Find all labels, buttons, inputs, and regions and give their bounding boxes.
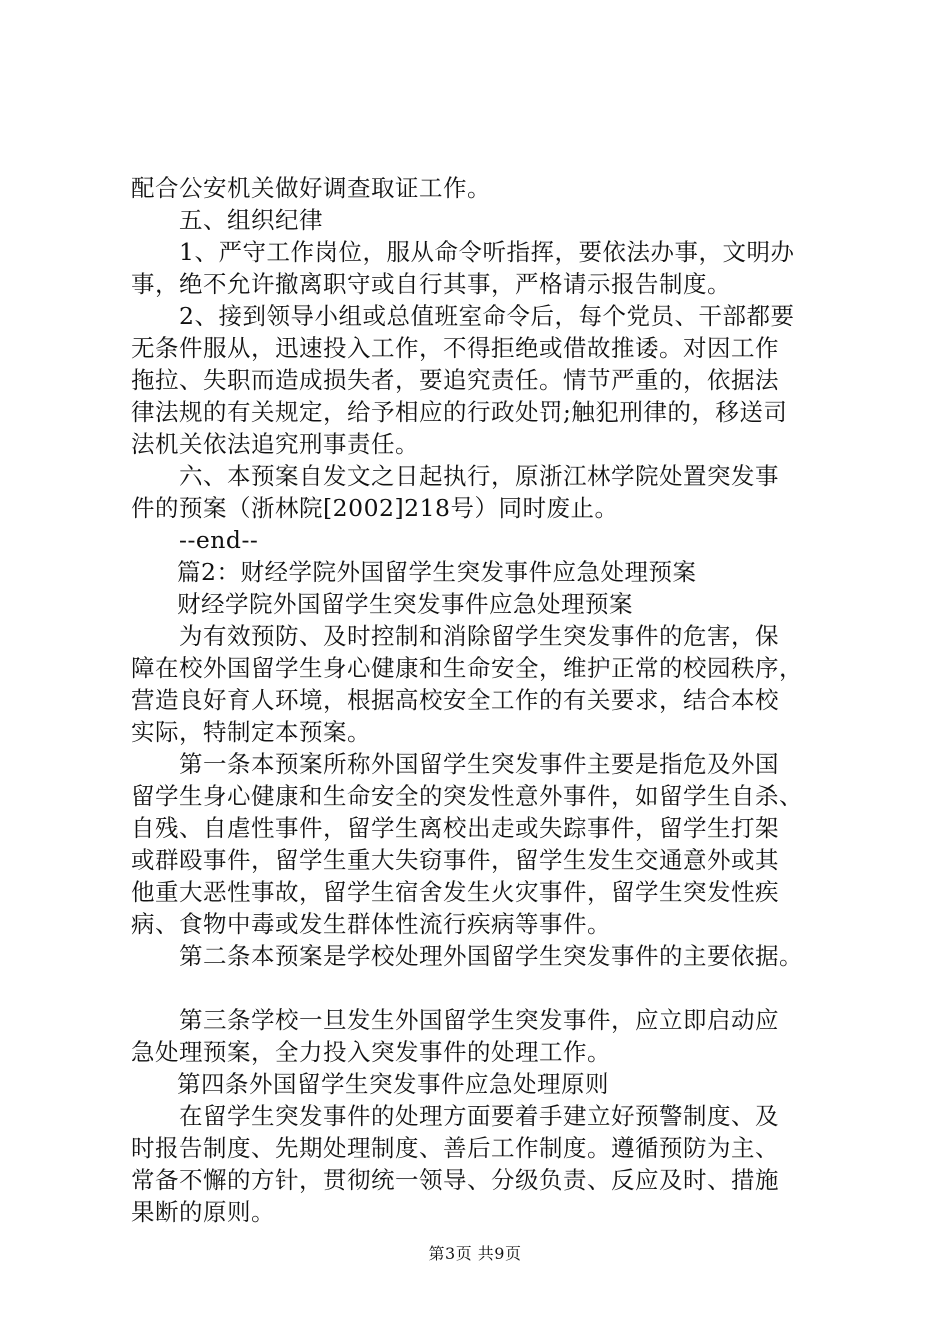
text-line: 营造良好育人环境，根据高校安全工作的有关要求，结合本校 <box>131 686 779 714</box>
text-line: 急处理预案，全力投入突发事件的处理工作。 <box>131 1038 611 1066</box>
text-line: 或群殴事件，留学生重大失窃事件，留学生发生交通意外或其 <box>131 846 779 874</box>
text-line: 件的预案（浙林院[2002]218号）同时废止。 <box>131 494 619 522</box>
text-line: 常备不懈的方针，贯彻统一领导、分级负责、反应及时、措施 <box>131 1166 779 1194</box>
end-marker: --end-- <box>179 526 259 554</box>
text-line: 1、严守工作岗位，服从命令听指挥，要依法办事，文明办 <box>179 238 795 266</box>
text-line: 在留学生突发事件的处理方面要着手建立好预警制度、及 <box>179 1102 779 1130</box>
text-line: 事，绝不允许撤离职守或自行其事，严格请示报告制度。 <box>131 270 731 298</box>
text-line: 病、食物中毒或发生群体性流行疾病等事件。 <box>131 910 611 938</box>
document-body <box>131 172 851 1228</box>
blank-line <box>131 972 851 1004</box>
article-line: 第二条本预案是学校处理外国留学生突发事件的主要依据。 <box>179 942 803 970</box>
text-line: 自残、自虐性事件，留学生离校出走或失踪事件，留学生打架 <box>131 814 779 842</box>
article-line: 第三条学校一旦发生外国留学生突发事件，应立即启动应 <box>179 1006 779 1034</box>
section-heading: 五、组织纪律 <box>179 206 323 234</box>
text-line: 实际，特制定本预案。 <box>131 718 371 746</box>
text-line: 2、接到领导小组或总值班室命令后，每个党员、干部都要 <box>179 302 795 330</box>
text-line: 配合公安机关做好调查取证工作。 <box>131 174 491 202</box>
page-number: 第3页 共9页 <box>428 1244 522 1263</box>
document-title: 财经学院外国留学生突发事件应急处理预案 <box>177 590 633 618</box>
text-line: 时报告制度、先期处理制度、善后工作制度。遵循预防为主、 <box>131 1134 779 1162</box>
text-line: 为有效预防、及时控制和消除留学生突发事件的危害，保 <box>179 622 779 650</box>
text-line: 果断的原则。 <box>131 1198 275 1226</box>
text-line: 法机关依法追究刑事责任。 <box>131 430 419 458</box>
text-line: 他重大恶性事故，留学生宿舍发生火灾事件，留学生突发性疾 <box>131 878 779 906</box>
text-line: 无条件服从，迅速投入工作，不得拒绝或借故推诿。对因工作 <box>131 334 779 362</box>
text-line: 障在校外国留学生身心健康和生命安全，维护正常的校园秩序， <box>131 654 803 682</box>
chapter-title: 篇2：财经学院外国留学生突发事件应急处理预案 <box>177 558 697 586</box>
text-line: 留学生身心健康和生命安全的突发性意外事件，如留学生自杀、 <box>131 782 803 810</box>
text-line: 拖拉、失职而造成损失者，要追究责任。情节严重的，依据法 <box>131 366 779 394</box>
article-line: 第四条外国留学生突发事件应急处理原则 <box>177 1070 609 1098</box>
article-line: 第一条本预案所称外国留学生突发事件主要是指危及外国 <box>179 750 779 778</box>
text-line: 律法规的有关规定，给予相应的行政处罚;触犯刑律的，移送司 <box>131 398 788 426</box>
section-heading: 六、本预案自发文之日起执行，原浙江林学院处置突发事 <box>179 462 779 490</box>
